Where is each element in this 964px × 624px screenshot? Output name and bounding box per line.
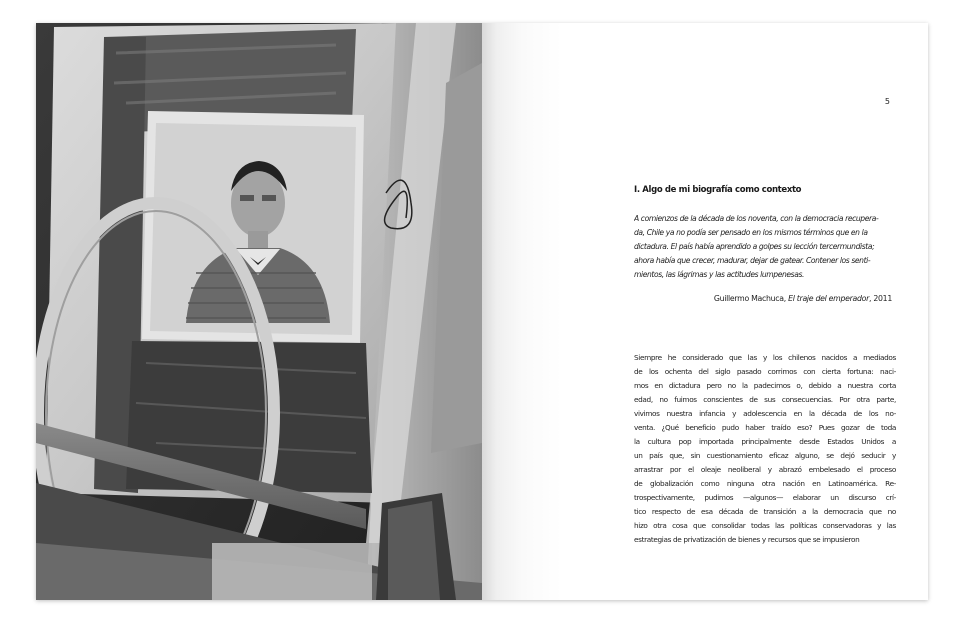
body-line: edad, no fuimos conscientes de sus consecuencias. Por otra parte, xyxy=(634,395,896,404)
body-line: tico respecto de esa década de transición a la democracia que no xyxy=(634,507,896,516)
epigraph-line: mientos, las lágrimas y las actitudes lumpenesas. xyxy=(634,270,805,279)
body-line: Siempre he considerado que las y los chilenos nacidos a mediados xyxy=(634,353,896,362)
epigraph xyxy=(634,212,896,282)
body-paragraph xyxy=(634,351,896,547)
attribution-author: Guillermo Machuca, xyxy=(713,294,786,303)
attribution-title: El traje del emperador xyxy=(788,294,869,303)
body-line: estrategias de privatización de bienes y recursos que se impusieron xyxy=(634,535,860,544)
attribution-year: , 2011 xyxy=(869,294,892,303)
epigraph-line: A comienzos de la década de los noventa, con la democracia recupera- xyxy=(634,214,879,223)
body-line: de globalización como ninguna otra nación en Latinoamérica. Re- xyxy=(634,479,896,488)
epigraph-attribution xyxy=(714,294,892,303)
body-line: trospectivamente, pudimos —algunos— elaborar un discurso crí- xyxy=(634,493,896,502)
body-line: arrastrar por el oleaje neoliberal y abrazó embelesado el proceso xyxy=(634,465,896,474)
body-line: un país que, sin cuestionamiento eficaz alguno, se dejó seducir y xyxy=(634,451,896,460)
epigraph-line: da, Chile ya no podía ser pensado en los mismos términos que en la xyxy=(634,228,868,237)
epigraph-line: ahora había que crecer, madurar, dejar de gatear. Contener los senti- xyxy=(634,256,871,265)
book-spread xyxy=(36,23,928,600)
body-line: hizo otra cosa que consolidar todas las políticas conservadoras y las xyxy=(634,521,896,530)
black-and-white-photograph xyxy=(36,23,482,600)
body-line: mos en dictadura pero no la padecimos o, debido a nuestra corta xyxy=(634,381,896,390)
body-line: de los ochenta del siglo pasado corrimos con cierta fortuna: naci- xyxy=(634,367,896,376)
section-heading: I. Algo de mi biografía como contexto xyxy=(634,185,802,195)
text-page xyxy=(482,23,928,600)
body-line: venta. ¿Qué beneficio pudo haber traído eso? Pues gozar de toda xyxy=(634,423,896,432)
photo-page xyxy=(36,23,482,600)
body-line: la cultura pop importada principalmente desde Estados Unidos a xyxy=(634,437,896,446)
body-line: vivimos nuestra infancia y adolescencia en la década de los no- xyxy=(634,409,896,418)
epigraph-line: dictadura. El país había aprendido a golpes su lección tercermundista; xyxy=(634,242,875,251)
page-number: 5 xyxy=(884,97,890,106)
